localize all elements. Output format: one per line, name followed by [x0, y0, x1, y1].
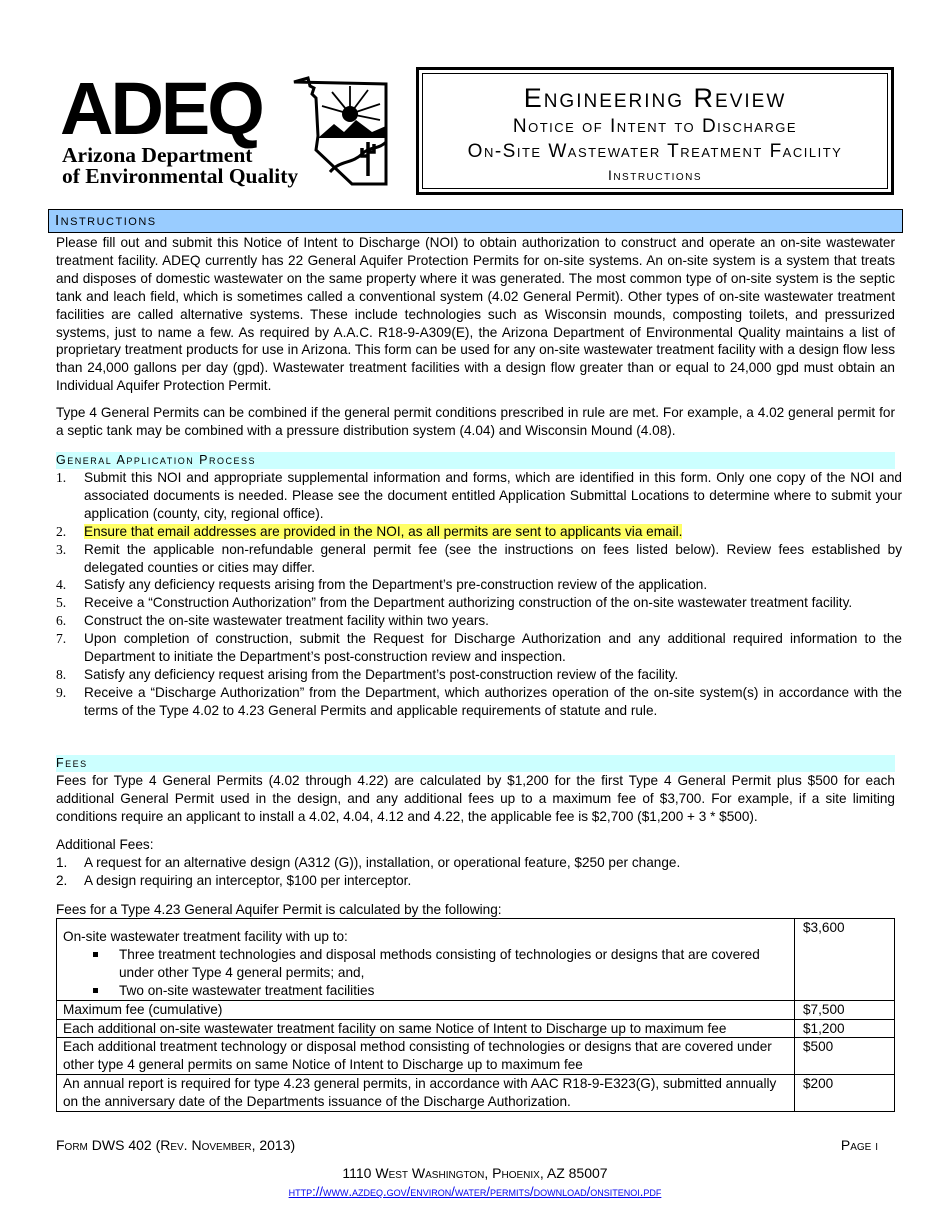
- table-cell-description: [57, 919, 795, 1001]
- list-item: [56, 612, 902, 630]
- adeq-logo: [60, 67, 390, 190]
- step-number: 9.: [56, 684, 67, 700]
- title-engineering-review: Engineering Review: [523, 83, 787, 113]
- title-notice-of-intent: Notice of Intent to Discharge: [512, 116, 798, 137]
- process-steps-list: [56, 469, 902, 720]
- logo-acronym: ADEQ: [60, 67, 262, 150]
- step-text: Satisfy any deficiency request arising from the Department’s post-construction review of the facility.: [84, 666, 679, 682]
- fees-paragraph: Fees for Type 4 General Permits (4.02 through 4.22) are calculated by $1,200 for the first Type 4 General Permit plus $500 for each additional General Permit used in the design, and any additional fees up to a maximum fee of $3,700. For example, if a site limiting conditions require an applicant to install a 4.02, 4.04, 4.12 and 4.22, the applicable fee is $2,700 ($1,200 + 3 * $500).: [56, 773, 895, 824]
- table-cell-amount: $3,600: [795, 919, 895, 1001]
- step-number: 4.: [56, 577, 67, 593]
- process-heading: General Application Process: [56, 452, 895, 469]
- footer-address: 1110 West Washington, Phoenix, AZ 85007: [342, 1165, 608, 1181]
- additional-fees-label: Additional Fees:: [56, 837, 154, 852]
- step-number: 7.: [56, 631, 67, 647]
- fee-text: A request for an alternative design (A312 (G)), installation, or operational feature, $250 per change.: [84, 855, 681, 870]
- list-item: [56, 469, 902, 523]
- table-row: [57, 919, 895, 1001]
- title-instructions: Instructions: [607, 167, 703, 183]
- table-cell-description: Each additional treatment technology or disposal method consisting of technologies or designs that are covered under other type 4 general permits on same Notice of Intent to Discharge up to maximum fee: [57, 1038, 795, 1075]
- list-item: [56, 666, 902, 684]
- row1-bullets: [63, 946, 788, 1000]
- fee-text: A design requiring an interceptor, $100 per interceptor.: [84, 872, 412, 888]
- step-text: Satisfy any deficiency requests arising from the Department’s pre-construction review of the application.: [84, 577, 708, 593]
- list-item: [56, 523, 902, 541]
- intro-paragraph: Please fill out and submit this Notice of Intent to Discharge (NOI) to obtain authorization to construct and operate an on-site wastewater treatment facility. ADEQ currently has 22 General Aquifer Protection Permits for on-site systems. An on-site system is a system that treats and disposes of domestic wastewater on the same property where it was generated. The most common type of on-site system is the septic tank and leach field, which is sometimes called a conventional system (4.02 General Permit). Other types of on-site wastewater treatment facilities are called alternative systems. These include technologies such as Wisconsin mounds, composting toilets, and pressurized systems, just to name a few. As required by A.A.C. R18-9-A309(E), the Arizona Department of Environmental Quality maintains a list of proprietary treatment products for use in Arizona. This form can be used for any on-site wastewater treatment facility with a design flow less than 24,000 gallons per day (gpd). Wastewater treatment facilities with a design flow greater than or equal to 24,000 gpd must obtain an Individual Aquifer Protection Permit.: [56, 235, 895, 394]
- list-item: [56, 872, 896, 890]
- additional-fees-list: [56, 854, 896, 890]
- footer-form-id: Form DWS 402 (Rev. November, 2013): [56, 1137, 296, 1153]
- step-number: 5.: [56, 595, 67, 611]
- logo-line-2: of Environmental Quality: [62, 164, 299, 188]
- step-text: Submit this NOI and appropriate supplemental information and forms, which are identified in this form. Only one copy of the NOI and associated documents is needed. Please see the document entitled Application Submittal Locations to determine where to submit your application (county, city, regional office).: [84, 470, 902, 521]
- title-facility: On-Site Wastewater Treatment Facility: [467, 141, 843, 162]
- row1-bullet: Three treatment technologies and disposal methods consisting of technologies or designs that are covered under other Type 4 general permits; and,: [119, 946, 788, 982]
- list-item: [56, 594, 902, 612]
- table-row: [57, 1038, 895, 1075]
- fee-number: 2.: [56, 872, 68, 888]
- arizona-state-outline-icon: [288, 76, 390, 186]
- table-cell-amount: $500: [795, 1038, 895, 1075]
- list-item: [56, 576, 902, 594]
- table-row: [57, 1019, 895, 1038]
- fees-heading: Fees: [56, 755, 895, 772]
- row1-intro: On-site wastewater treatment facility with up to:: [63, 929, 348, 944]
- step-number: 6.: [56, 613, 67, 629]
- fee-table-label: Fees for a Type 4.23 General Aquifer Permit is calculated by the following:: [56, 902, 502, 917]
- list-item: [56, 630, 902, 666]
- table-cell-amount: $200: [795, 1075, 895, 1112]
- logo-line-1: Arizona Department: [62, 143, 253, 167]
- table-cell-description: Each additional on-site wastewater treatment facility on same Notice of Intent to Discharge up to maximum fee: [57, 1019, 795, 1038]
- footer-url: [0, 1183, 950, 1201]
- step-text: Construct the on-site wastewater treatment facility within two years.: [84, 613, 489, 629]
- step-number: 2.: [56, 523, 67, 539]
- table-row: [57, 1000, 895, 1019]
- list-item: [56, 541, 902, 577]
- fee-number: 1.: [56, 855, 68, 870]
- step-number: 1.: [56, 470, 67, 485]
- footer-page-number: Page i: [840, 1137, 878, 1153]
- table-cell-description: Maximum fee (cumulative): [57, 1000, 795, 1019]
- row1-bullet: Two on-site wastewater treatment facilities: [119, 982, 788, 1000]
- list-item: [56, 684, 902, 720]
- form-download-link[interactable]: http://www.azdeq.gov/environ/water/permits/download/onsitenoi.pdf: [288, 1184, 662, 1199]
- step-number: 8.: [56, 666, 67, 682]
- step-text: Receive a “Construction Authorization” from the Department authorizing construction of the on-site wastewater treatment facility.: [84, 595, 853, 611]
- step-text: Remit the applicable non-refundable general permit fee (see the instructions on fees listed below). Review fees established by delegated counties or cities may differ.: [84, 541, 902, 575]
- step-number: 3.: [56, 541, 67, 557]
- step-text: Receive a “Discharge Authorization” from the Department, which authorizes operation of the on-site system(s) in accordance with the terms of the Type 4.02 to 4.23 General Permits and applicable requirements of statute and rule.: [84, 684, 902, 718]
- table-row: [57, 1075, 895, 1112]
- step-text-highlighted: Ensure that email addresses are provided in the NOI, as all permits are sent to applicants via email.: [84, 523, 683, 539]
- fee-table: [56, 918, 895, 1112]
- list-item: [56, 854, 896, 872]
- document-title-box: [416, 67, 894, 195]
- table-cell-amount: $7,500: [795, 1000, 895, 1019]
- type4-paragraph: Type 4 General Permits can be combined if the general permit conditions prescribed in rule are met. For example, a 4.02 general permit for a septic tank may be combined with a pressure distribution system (4.04) and Wisconsin Mound (4.08).: [56, 405, 895, 438]
- table-cell-amount: $1,200: [795, 1019, 895, 1038]
- step-text: Upon completion of construction, submit the Request for Discharge Authorization and any additional required information to the Department to initiate the Department’s post-construction review and inspection.: [84, 631, 902, 665]
- table-cell-description: An annual report is required for type 4.23 general permits, in accordance with AAC R18-9-E323(G), submitted annually on the anniversary date of the Departments issuance of the Discharge Authorization.: [57, 1075, 795, 1112]
- instructions-heading: Instructions: [48, 209, 903, 233]
